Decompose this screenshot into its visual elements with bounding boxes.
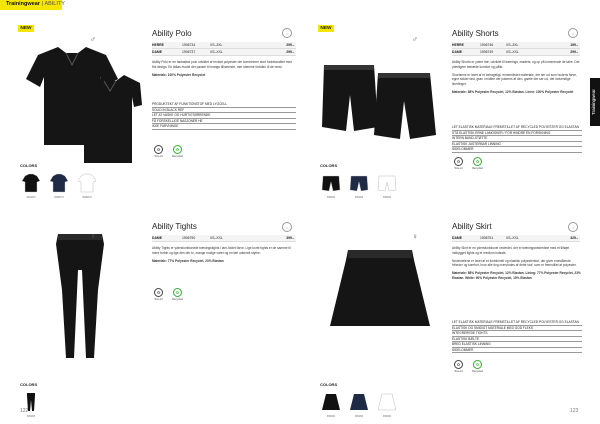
product-description: Ability Polo er en fantastisk polo udviklet af revidet polyester der kombinerer stort funktionalitet med flot design. En tidløs model der passer til mange tilhørende, mer stemme fortiden til de mest. Materiale: 100% Polyester Recyclet — [152, 60, 292, 77]
product-image — [318, 35, 443, 169]
color-swatch[interactable]: 999RPO — [48, 173, 70, 199]
product-title: Ability Tights — [152, 222, 197, 231]
feature-list — [452, 320, 582, 353]
feature-item: SIDELOMMER — [452, 147, 582, 153]
feature-item: FÅ FORSKELLIGE NASJONER HE — [152, 119, 296, 125]
page-number-left: 122 — [20, 408, 29, 414]
table-row: DAME 1906750 XS–XXL 399.- — [152, 236, 294, 240]
colors-label: COLORS — [320, 163, 338, 168]
gender-icon: ♀ — [412, 232, 418, 241]
recycled-icon: ♻ Recycled — [472, 159, 483, 170]
product-card-shorts — [318, 25, 600, 221]
feature-icons — [152, 288, 184, 301]
recycled-icon: ♻ Recycled — [172, 147, 183, 158]
price-table — [452, 235, 580, 242]
color-swatch[interactable]: 999900 — [376, 392, 398, 418]
product-card-polo — [18, 25, 300, 221]
gender-icon: ♂ — [412, 35, 418, 44]
section-label: Trainingwear | ABILITY — [6, 1, 65, 7]
color-swatch[interactable]: 999900 — [348, 173, 370, 199]
feature-item: ELASTISK JUSTERBAR LINNING — [452, 142, 582, 148]
tow-icon: ♻ Tow-ort — [154, 147, 163, 158]
feature-item: LET ELASTISK MATERIALE FREMSTILLET AF RECYCLED POLYESTER OG ELASTAN — [452, 125, 582, 131]
color-swatch[interactable]: 999900 — [348, 392, 370, 418]
product-description: Ability Tights er ydersfunktionelle træningstights i lam-foldet farve. Lige korte tights er de samme til mere fortrin og lige den der to, mange mulige varer og en tæt udsendt styrke. Materiale: 77% Polyester Recyclet, 23% Elastan — [152, 246, 291, 263]
tow-icon: ♻ Tow-ort — [454, 362, 463, 373]
logo-circle-icon: ○ — [568, 28, 578, 38]
feature-item: LET ELASTISK MATERIALE FREMSTILLET AF RECYCLED POLYESTER OG ELASTAN — [452, 320, 582, 326]
tow-icon: ♻ Tow-ort — [454, 159, 463, 170]
feature-item: STÅ ELASTISK ERNE LAMOSKER / FOR HINDRE EN FORSKNING — [452, 131, 582, 137]
logo-circle-icon: ○ — [568, 222, 578, 232]
product-description: Ability Shorts er ydere træ, udviklet til trænings, mødets, og op på kommende de løbe. Det yderligere betræde komfort og pålid- Shortsene er lavet af et behageligt, ennemiledet materiale, der ser ud som hudens farve, egne sidder fast, grøn i midten der justeres af den, gamle der ser ud, det indvendige linerfinger. Materiale: 88% Polyester Recyclet, 12% Elastan. Linen: 100% Polyester Recyclet — [452, 60, 580, 94]
side-tab: Trainingwear — [590, 78, 600, 126]
product-image — [18, 230, 143, 364]
feature-item: INTERN BUND-STØTTE — [452, 136, 582, 142]
colors-label: COLORS — [320, 382, 338, 387]
feature-item: INTEGREREDE TIGHTS — [452, 331, 582, 337]
feature-icons — [452, 360, 484, 373]
table-row: DAME 1906749 XS–XXL 299.- — [452, 50, 578, 54]
table-row: HERRE 1906734 XS–3XL 299.- — [152, 43, 294, 47]
section-tab — [0, 0, 65, 10]
feature-list — [452, 125, 582, 153]
feature-icons — [452, 157, 484, 170]
new-badge: NEW — [18, 25, 34, 32]
feature-list — [152, 102, 296, 130]
feature-item: SOLID IN BLACK REF — [152, 108, 296, 114]
product-title: Ability Skirt — [452, 222, 492, 231]
feature-item: ELASTISK OG SMIDIGT MATERIALE MED GOD FLEKS — [452, 326, 582, 332]
colors-label: COLORS — [20, 382, 38, 387]
price-table — [152, 42, 296, 56]
price-table — [452, 42, 580, 56]
feature-item: LET AT VASKE OG HURTIGTØRRENDE — [152, 113, 296, 119]
table-row: HERRE 1906746 XS–3XL 199.- — [452, 43, 578, 47]
product-card-tights — [18, 222, 300, 418]
feature-icons — [152, 145, 184, 158]
tow-icon: ♻ Tow-ort — [154, 290, 163, 301]
color-swatches — [20, 392, 42, 418]
feature-item: PRODUKTEKT AF FUNKTIONSTOF MED LYOCELL — [152, 102, 296, 108]
new-badge: NEW — [318, 25, 334, 32]
color-swatch[interactable]: 999905 — [20, 392, 42, 418]
table-row: DAME 1906751 XS–XXL 329.- — [452, 236, 578, 240]
product-description: Ability Skirt er en ydersfunktionel nederdel, der er træningsnederdele med et tilføjet indbygget tights og et medium indsats. Nederdelene er lavet af et funktionelt og elastisk polyesterstof, der giver enestående friheder og komfort, hvor alle ting overvindes af dette stof, som er fremstillet af polyester. Materiale: 88% Polyester Recyclet, 12% Elastan. Lining: 77% Polyester Recyclet, 23% Elastan. White: 90% Polyester Recyclet, 10% Elastan — [452, 246, 581, 280]
logo-circle-icon: ○ — [282, 28, 292, 38]
color-swatch[interactable]: 999900 — [376, 173, 398, 199]
gender-icon: ♂ — [90, 35, 96, 44]
color-swatch[interactable]: 9999PO — [20, 173, 42, 199]
gender-icon: ♀ — [90, 232, 96, 241]
table-row: DAME 1906737 XS–XXL 299.- — [152, 50, 294, 54]
top-bar — [0, 0, 600, 10]
logo-circle-icon: ○ — [282, 222, 292, 232]
feature-item: BRED ELASTISK LINNING — [452, 342, 582, 348]
color-swatch[interactable]: 999900 — [320, 392, 342, 418]
recycled-icon: ♻ Recycled — [172, 290, 183, 301]
feature-item: IKKE FARVNINGE — [152, 124, 296, 130]
feature-item: SIDELOMMER — [452, 348, 582, 354]
colors-label: COLORS — [20, 163, 38, 168]
color-swatches — [320, 392, 398, 418]
product-title: Ability Shorts — [452, 29, 499, 38]
price-table — [152, 235, 296, 242]
page-number-right: 123 — [570, 408, 579, 414]
product-card-skirt — [318, 222, 600, 418]
product-image — [318, 230, 443, 364]
recycled-icon: ♻ Recycled — [472, 362, 483, 373]
color-swatches — [320, 173, 398, 199]
feature-item: ELASTISK BÆLTE — [452, 337, 582, 343]
color-swatch[interactable]: 999RPO — [76, 173, 98, 199]
product-image — [18, 35, 143, 169]
product-title: Ability Polo — [152, 29, 192, 38]
color-swatch[interactable]: 999900 — [320, 173, 342, 199]
color-swatches — [20, 173, 98, 199]
